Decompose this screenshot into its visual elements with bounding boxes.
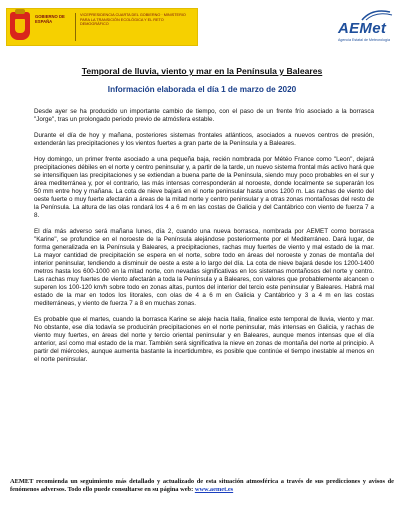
aemet-logo-name: AEMet	[338, 20, 387, 37]
paragraph: Desde ayer se ha producido un importante cambio de tiempo, con el paso de un frente frío asociado a la borrasca "Jorge", tras un prolongado periodo previo de atmósfera estable.	[34, 108, 374, 123]
coat-of-arms-icon	[10, 12, 30, 40]
page-header	[0, 0, 404, 52]
aemet-logo-subtitle: Agencia Estatal de Meteorología	[338, 38, 390, 42]
footer-text: AEMET recomienda un seguimiento más detallado y actualizado de esta situación atmosférica a través de sus predicciones y avisos de fenómenos adversos. Todo ello puede consultarse en su página web:	[10, 478, 394, 493]
paragraph: Hoy domingo, un primer frente asociado a una pequeña baja, recién nombrada por Météo France como "Leon", dejará precipitaciones débiles en el norte y centro peninsular y, a partir de la tarde, un nuevo sistema frontal más activo hará que se intensifiquen las precipitaciones y se extiendan a buena parte de la Península, siendo muy poco probables en el sur y área mediterránea y, por el contrario, las más intensas corresponderán al noroeste, donde localmente se superarán los 50 mm entre hoy y mañana. La cota de nieve bajará en el norte peninsular hasta unos 1200 m. Las rachas de viento del oeste fuerte o muy fuerte afectarán a áreas de la mitad norte y centro peninsular y a otras zonas montañosas del resto de la Península. La altura de las olas rondará los 4 a 6 m en las costas de Galicia y del Cantábrico con viento de fuerza 7 a 8.	[34, 156, 374, 219]
aemet-logo	[332, 8, 396, 46]
gov-logo-text-main: GOBIERNO DE ESPAÑA	[35, 14, 65, 24]
document-subtitle: Información elaborada el día 1 de marzo de 2020	[107, 85, 297, 94]
aemet-website-link[interactable]: www.aemet.es	[194, 486, 234, 493]
footer-note	[10, 478, 394, 494]
gov-logo-divider	[75, 13, 76, 41]
paragraph: Durante el día de hoy y mañana, posteriores sistemas frontales atlánticos, asociados a nuevos centros de presión, extenderán las precipitaciones y los vientos fuertes a gran parte de la Península y a Baleares.	[34, 132, 374, 147]
gov-logo-text-ministry: VICEPRESIDENCIA CUARTA DEL GOBIERNO · MINISTERIO PARA LA TRANSICIÓN ECOLÓGICA Y EL RETO DEMOGRÁFICO	[80, 13, 186, 27]
government-logo	[6, 8, 198, 46]
document-body	[34, 108, 374, 372]
paragraph: El día más adverso será mañana lunes, día 2, cuando una nueva borrasca, nombrada por AEMET como borrasca "Karine", se profundice en el noroeste de la Península alejándose posteriormente por el Mediterráneo. Dará lugar, de forma generalizada en la Península y Baleares, a precipitaciones, rachas muy fuertes de viento y mal estado de la mar. La mayor cantidad de precipitación se espera en el norte, sobre todo en áreas del noroeste y zonas de montaña del interior peninsular, tendiendo a disminuir de oeste a este a lo largo del día. La cota de nieve bajará desde los 1200-1400 metros hasta los 600-1000 en la mitad norte, con nevadas significativas en los sistemas montañosos del norte y centro. Las rachas muy fuertes de viento afectarán a toda la Península y a Baleares, con valores que probablemente alcancen o superen los 100-120 km/h sobre todo en zonas altas, puntos del interior del tercio este peninsular y Baleares. Habrá mal estado de la mar en todos los litorales, con olas de 4 a 6 m en Galicia y Cantábrico y 3 a 4 m en las costas mediterráneas, y viento de fuerza 7 a 8 en muchas zonas.	[34, 228, 374, 307]
document-title: Temporal de lluvia, viento y mar en la Península y Baleares	[81, 66, 323, 76]
paragraph: Es probable que el martes, cuando la borrasca Karine se aleje hacia Italia, finalice este temporal de lluvia, viento y mar. No obstante, ese día todavía se producirán precipitaciones en el norte peninsular, más intensas en Galicia, y rachas de viento muy fuertes, en áreas del norte y tercio oriental peninsular y en Baleares, aunque menos intensas que el día anterior, así como mal estado de la mar. También será significativa la nieve en zonas de montaña del norte al principio. A partir del miércoles, aunque aumenta bastante la incertidumbre, es posible que continúe el tiempo inestable al menos en el norte peninsular.	[34, 316, 374, 363]
